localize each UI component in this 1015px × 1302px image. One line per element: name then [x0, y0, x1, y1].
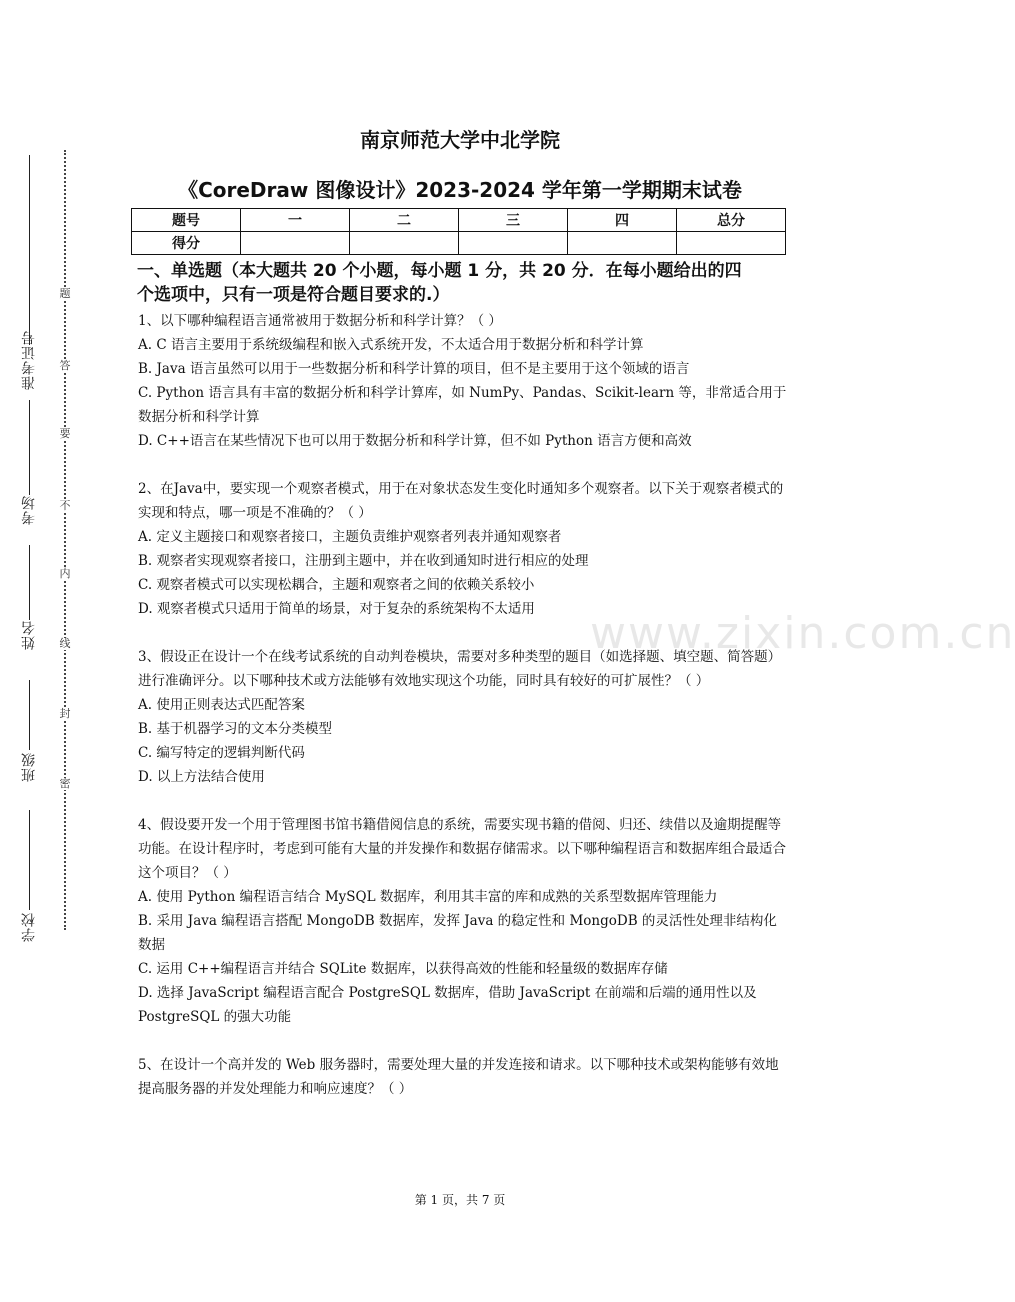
option-d: D. 观察者模式只适用于简单的场景，对于复杂的系统架构不太适用 — [138, 601, 535, 617]
score-entry-cell[interactable] — [677, 232, 786, 255]
seal-char: 线 — [59, 637, 71, 650]
seal-dotted-line — [64, 150, 66, 930]
score-cell: 四 — [568, 209, 677, 232]
score-entry-cell[interactable] — [241, 232, 350, 255]
seal-char: 要 — [59, 427, 71, 440]
option-c: C. 编写特定的逻辑判断代码 — [138, 745, 305, 761]
option-b: B. 观察者实现观察者接口，注册到主题中，并在收到通知时进行相应的处理 — [138, 553, 589, 569]
question-5 — [138, 1053, 790, 1101]
question-stem: 3、假设正在设计一个在线考试系统的自动判卷模块，需要对多种类型的题目（如选择题、填空题、简答题）进行准确评分。以下哪种技术或方法能够有效地实现这个功能，同时具有较好的可扩展性？（ ） — [138, 649, 782, 689]
spacer — [138, 789, 790, 813]
name-line — [29, 545, 30, 620]
score-cell: 题号 — [132, 209, 241, 232]
spacer — [138, 453, 790, 477]
seal-char: 封 — [59, 707, 71, 720]
exam-title: 《CoreDraw 图像设计》2023-2024 学年第一学期期末试卷 — [178, 178, 742, 202]
option-c: C. 观察者模式可以实现松耦合，主题和观察者之间的依赖关系较小 — [138, 577, 535, 593]
question-4 — [138, 813, 790, 1029]
option-d: D. C++语言在某些情况下也可以用于数据分析和科学计算，但不如 Python 语言方便和高效 — [138, 433, 692, 449]
question-stem: 5、在设计一个高并发的 Web 服务器时，需要处理大量的并发连接和请求。以下哪种技术或架构能够有效地提高服务器的并发处理能力和响应速度？（ ） — [138, 1057, 779, 1097]
name-label: 姓名 — [21, 620, 37, 650]
option-c: C. 运用 C++编程语言并结合 SQLite 数据库，以获得高效的性能和轻量级的数据库存储 — [138, 961, 668, 977]
score-cell: 总分 — [677, 209, 786, 232]
option-d: D. 以上方法结合使用 — [138, 769, 265, 785]
section-heading-line: 一、单选题（本大题共 20 个小题，每小题 1 分，共 20 分．在每小题给出的四 — [137, 261, 742, 281]
score-cell: 一 — [241, 209, 350, 232]
score-table-score-row — [132, 232, 786, 255]
option-a: A. 使用 Python 编程语言结合 MySQL 数据库，利用其丰富的库和成熟的关系型数据库管理能力 — [138, 889, 718, 905]
seal-char: 答 — [59, 359, 71, 372]
score-cell: 二 — [350, 209, 459, 232]
page-footer: 第 1 页，共 7 页 — [414, 1193, 506, 1207]
score-entry-cell[interactable] — [568, 232, 677, 255]
section-heading — [137, 259, 797, 307]
option-b: B. Java 语言虽然可以用于一些数据分析和科学计算的项目，但不是主要用于这个领域的语言 — [138, 361, 690, 377]
score-table — [131, 208, 786, 255]
seal-char: 题 — [59, 287, 71, 300]
option-d: D. 选择 JavaScript 编程语言配合 PostgreSQL 数据库，借助 JavaScript 在前端和后端的通用性以及 PostgreSQL 的强大功能 — [138, 985, 757, 1025]
option-a: A. 使用正则表达式匹配答案 — [138, 697, 305, 713]
spacer — [138, 1029, 790, 1053]
school-line — [29, 810, 30, 910]
option-c: C. Python 语言具有丰富的数据分析和科学计算库，如 NumPy、Pandas、Scikit-learn 等，非常适合用于数据分析和科学计算 — [138, 385, 787, 425]
exam-room-line — [29, 400, 30, 495]
score-entry-cell[interactable] — [459, 232, 568, 255]
school-title: 南京师范大学中北学院 — [360, 128, 560, 152]
score-cell: 得分 — [132, 232, 241, 255]
question-stem: 2、在Java中，要实现一个观察者模式，用于在对象状态发生变化时通知多个观察者。以下关于观察者模式的实现和特点，哪一项是不准确的？（ ） — [138, 481, 784, 521]
watermark: www.zixin.com.cn — [590, 608, 1015, 659]
option-b: B. 采用 Java 编程语言搭配 MongoDB 数据库，发挥 Java 的稳定性和 MongoDB 的灵活性处理非结构化数据 — [138, 913, 777, 953]
exam-room-label: 考场 — [21, 495, 37, 525]
option-a: A. 定义主题接口和观察者接口，主题负责维护观察者列表并通知观察者 — [138, 529, 562, 545]
question-list — [138, 309, 790, 1101]
question-2 — [138, 477, 790, 621]
class-label: 班级 — [21, 752, 37, 782]
seal-char: 密 — [59, 777, 71, 790]
class-line — [29, 680, 30, 750]
option-a: A. C 语言主要用于系统级编程和嵌入式系统开发，不太适合用于数据分析和科学计算 — [138, 337, 644, 353]
question-1 — [138, 309, 790, 453]
question-3 — [138, 645, 790, 789]
school-label: 学校 — [21, 912, 37, 942]
score-cell: 三 — [459, 209, 568, 232]
section-heading-line: 个选项中，只有一项是符合题目要求的.） — [137, 285, 450, 305]
score-entry-cell[interactable] — [350, 232, 459, 255]
seal-char: 内 — [59, 567, 71, 580]
admission-number-label: 准考证号 — [21, 330, 37, 390]
question-stem: 4、假设要开发一个用于管理图书馆书籍借阅信息的系统，需要实现书籍的借阅、归还、续借以及逾期提醒等功能。在设计程序时，考虑到可能有大量的并发操作和数据存储需求。以下哪种编程语言和数据库组合最适合这个项目？（ ） — [138, 817, 786, 881]
seal-char: 不 — [59, 499, 71, 512]
option-b: B. 基于机器学习的文本分类模型 — [138, 721, 333, 737]
question-stem: 1、以下哪种编程语言通常被用于数据分析和科学计算？（ ） — [138, 313, 502, 329]
score-table-header-row — [132, 209, 786, 232]
